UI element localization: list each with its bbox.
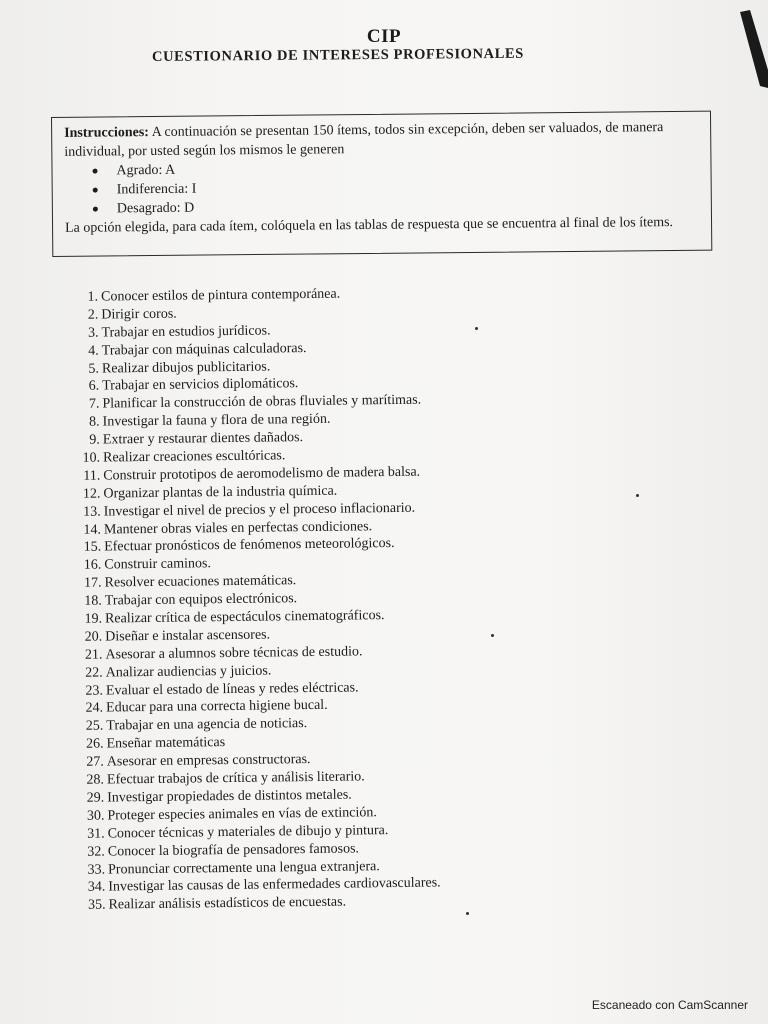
option-indiferencia: Indiferencia: I [91, 175, 701, 200]
items-list [64, 283, 592, 915]
item-number: 16. [83, 557, 102, 574]
item-number: 10. [82, 450, 101, 466]
item-number: 30. [86, 808, 105, 824]
item-number: 13. [83, 504, 101, 520]
item-number: 18. [84, 593, 102, 609]
item-text: Trabajar en servicios diplomáticos. [102, 376, 299, 394]
item-text: Enseñar matemáticas [106, 735, 226, 752]
document-title: CIP [366, 26, 402, 47]
scanner-watermark: Escaneado con CamScanner [591, 998, 748, 1012]
item-text: Construir prototipos de aeromodelismo de madera balsa. [103, 464, 421, 484]
item-text: Investigar propiedades de distintos metales. [107, 787, 352, 806]
item-number: 7. [88, 396, 100, 413]
item-text: Dirigir coros. [101, 306, 177, 323]
item-number: 23. [85, 683, 104, 699]
item-text: Pronunciar correctamente una lengua extranjera. [108, 858, 380, 878]
item-text: Educar para una correcta higiene bucal. [106, 698, 328, 717]
item-text: Resolver ecuaciones matemáticas. [104, 573, 297, 591]
item-text: Investigar la fauna y flora de una región. [102, 411, 331, 430]
instructions-label: Instrucciones: [64, 125, 150, 141]
item-number: 3. [87, 325, 99, 341]
item-number: 22. [85, 665, 103, 681]
instructions-intro-text: A continuación se presentan 150 ítems, todos sin excepción, deben ser valuados, de manera individual, por usted según los mismos le generen [64, 120, 664, 160]
item-text: Trabajar con máquinas calculadoras. [101, 340, 307, 359]
item-number: 17. [84, 575, 102, 592]
item-text: Extraer y restaurar dientes dañados. [102, 430, 304, 448]
item-text: Efectuar trabajos de crítica y análisis literario. [106, 769, 365, 788]
item-number: 21. [84, 647, 103, 663]
item-text: Mantener obras viales en perfectas condiciones. [103, 518, 373, 538]
scan-speck [466, 912, 469, 915]
item-text: Investigar las causas de las enfermedades cardiovasculares. [108, 875, 441, 895]
item-text: Asesorar a alumnos sobre técnicas de estudio. [105, 644, 363, 663]
item-number: 9. [89, 432, 100, 448]
item-text: Asesorar en empresas constructoras. [106, 752, 311, 770]
item-text: Conocer estilos de pintura contemporánea. [101, 286, 341, 305]
item-text: Trabajar con equipos electrónicos. [104, 591, 298, 609]
item-number: 12. [82, 486, 101, 502]
item-number: 34. [87, 879, 106, 896]
item-text: Organizar plantas de la industria química. [103, 483, 338, 502]
scan-speck [636, 494, 639, 497]
option-agrado: Agrado: A [90, 156, 700, 181]
item-text: Construir caminos. [104, 556, 212, 573]
item-number: 24. [85, 701, 104, 717]
item-number: 27. [86, 754, 104, 770]
item-number: 20. [84, 629, 103, 645]
item-number: 19. [84, 611, 103, 627]
scan-speck [491, 634, 494, 637]
item-text: Investigar el nivel de precios y el proceso inflacionario. [103, 500, 416, 520]
item-number: 14. [83, 522, 102, 538]
item-number: 2. [87, 307, 99, 323]
instructions-closing: La opción elegida, para cada ítem, colóquela en las tablas de respuesta que se encuentra al final de los ítems. [64, 215, 674, 236]
item-number: 31. [87, 826, 105, 842]
item-number: 33. [87, 862, 106, 878]
item-text: Realizar dibujos publicitarios. [101, 359, 271, 377]
item-number: 32. [87, 844, 105, 860]
item-number: 11. [83, 468, 101, 484]
item-number: 29. [86, 790, 105, 806]
item-number: 15. [83, 540, 102, 556]
instructions-intro [64, 118, 700, 162]
item-text: Planificar la construcción de obras fluviales y marítimas. [102, 392, 422, 412]
item-text: Efectuar pronósticos de fenómenos meteorológicos. [104, 536, 395, 555]
item-text: Analizar audiencias y juicios. [105, 663, 272, 681]
item-text: Proteger especies animales en vías de extinción. [107, 805, 377, 824]
item-text: Realizar creaciones escultóricas. [102, 448, 286, 466]
item-text: Conocer técnicas y materiales de dibujo y pintura. [107, 822, 389, 842]
instructions-box [51, 111, 712, 257]
option-desagrado: Desagrado: D [91, 194, 701, 219]
item-number: 28. [86, 772, 105, 788]
item-text: Trabajar en estudios jurídicos. [101, 323, 271, 341]
item-text: Evaluar el estado de líneas y redes eléctricas. [105, 680, 359, 699]
item-text: Realizar análisis estadísticos de encuestas. [108, 894, 347, 913]
page-edge-mark [738, 8, 768, 88]
document-subtitle: CUESTIONARIO DE INTERESES PROFESIONALES [151, 45, 524, 65]
item-number: 1. [87, 289, 99, 305]
item-number: 26. [85, 736, 104, 753]
item-number: 25. [85, 718, 104, 735]
item-number: 35. [87, 897, 106, 914]
item-text: Realizar crítica de espectáculos cinematográficos. [104, 608, 385, 627]
scan-speck [475, 327, 478, 330]
answer-options-list [64, 156, 701, 219]
item-text: Diseñar e instalar ascensores. [105, 627, 271, 645]
item-number: 8. [89, 414, 100, 430]
item-number: 5. [88, 361, 100, 377]
item-number: 4. [88, 343, 99, 359]
item-number: 6. [88, 379, 100, 395]
item-text: Trabajar en una agencia de noticias. [106, 716, 308, 734]
item-text: Conocer la biografía de pensadores famosos. [107, 841, 360, 860]
